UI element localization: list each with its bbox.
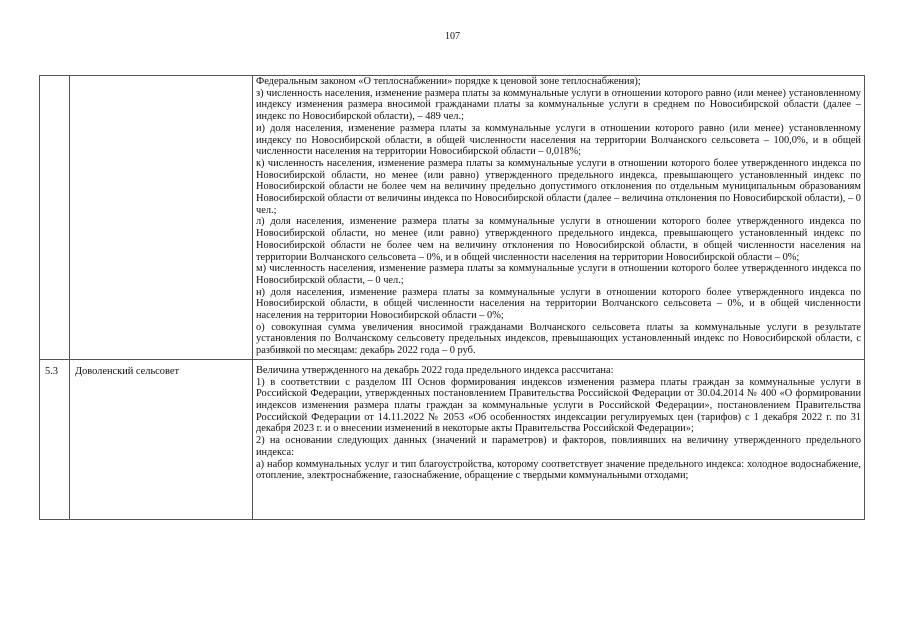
document-table: [39, 75, 865, 520]
paragraph: л) доля населения, изменение размера платы за коммунальные услуги в отношении которого более утвержденного индекса по Новосибирской области, но менее (или равно) утвержденного предельного индекса, превышающего установленный индекс по Новосибирской области не более чем на величину отклонения по Новосибирской области, в общей численности населения на территории Волчанского сельсовета – 0%, и в общей численности населения на территории Новосибирской области – 0%;: [256, 216, 861, 263]
paragraph: н) доля населения, изменение размера платы за коммунальные услуги в отношении которого более утвержденного индекса по Новосибирской области, в общей численности населения на территории Волчанского сельсовета – 0%, и в общей численности населения на территории Новосибирской области – 0%;: [256, 286, 861, 322]
paragraph: к) численность населения, изменение размера платы за коммунальные услуги в отношении которого более утвержденного индекса по Новосибирской области, но менее (или равно) утвержденного предельного индекса, превышающего установленный индекс по Новосибирской области не более чем на величину предельно допустимого отклонения по отдельным муниципальным образованиям Новосибирской области от величины индекса по Новосибирской области (далее – величина отклонения по Новосибирской области), – 0 чел.;: [256, 157, 861, 216]
table-row: [40, 359, 865, 519]
paragraph: м) численность населения, изменение размера платы за коммунальные услуги в отношении которого более утвержденного индекса по Новосибирской области, – 0 чел.;: [256, 263, 861, 286]
paragraph: Величина утвержденного на декабрь 2022 года предельного индекса рассчитана:: [256, 364, 614, 376]
paragraph: о) совокупная сумма увеличения вносимой гражданами Волчанского сельсовета платы за коммунальные услуги в результате установления по Волчанскому сельсовету предельных индексов, превышающих установленный индекс по Новосибирской области, с разбивкой по месяцам: декабрь 2022 года – 0 руб.: [256, 321, 861, 357]
row-name-cell: [70, 76, 253, 360]
paragraph: з) численность населения, изменение размера платы за коммунальные услуги в отношении которого равно (или менее) установленному индексу изменения размера вносимой гражданами платы за коммунальные услуги в среднем по Новосибирской области (далее – индекс по Новосибирской области), – 489 чел.;: [256, 87, 861, 123]
row-name: Доволенский сельсовет: [75, 365, 179, 377]
paragraph: 2) на основании следующих данных (значений и параметров) и факторов, повлиявших на величину утвержденного предельного индекса:: [256, 435, 861, 458]
row-name: [70, 76, 252, 82]
row-text-cell: [253, 76, 865, 360]
paragraph: 1) в соответствии с разделом III Основ формирования индексов изменения размера платы граждан за коммунальные услуги в Российской Федерации, утвержденных постановлением Правительства Российской Федерации от 30.04.2014 № 400 «О формировании индексов изменения размера платы граждан за коммунальные услуги в Российской Федерации», постановлением Правительства Российской Федерации от 14.11.2022 № 2053 «Об особенностях индексации регулируемых цен (тарифов) с 1 декабря 2022 г. по 31 декабря 2023 г. и о внесении изменений в некоторые акты Правительства Российской Федерации»;: [256, 376, 861, 435]
row-number-cell: [40, 76, 70, 360]
row-number: 5.3: [45, 365, 58, 377]
paragraph: и) доля населения, изменение размера платы за коммунальные услуги в отношении которого равно (или менее) установленному индексу по Новосибирской области, в общей численности населения на территории Волчанского сельсовета – 100,0%, и в общей численности населения на территории Новосибирской области – 0,018%;: [256, 122, 861, 158]
row-name-cell: [70, 359, 253, 519]
table-row: [40, 76, 865, 360]
row-text-cell: [253, 359, 865, 519]
row-number-cell: [40, 359, 70, 519]
page-number: 107: [445, 31, 460, 42]
row-number: [40, 76, 69, 82]
paragraph: Федеральным законом «О теплоснабжении» порядке к ценовой зоне теплоснабжения);: [256, 76, 641, 87]
paragraph: а) набор коммунальных услуг и тип благоустройства, которому соответствует значение предельного индекса: холодное водоснабжение, отопление, электроснабжение, газоснабжение, обращение с твердыми коммунальными отходами;: [256, 458, 861, 482]
